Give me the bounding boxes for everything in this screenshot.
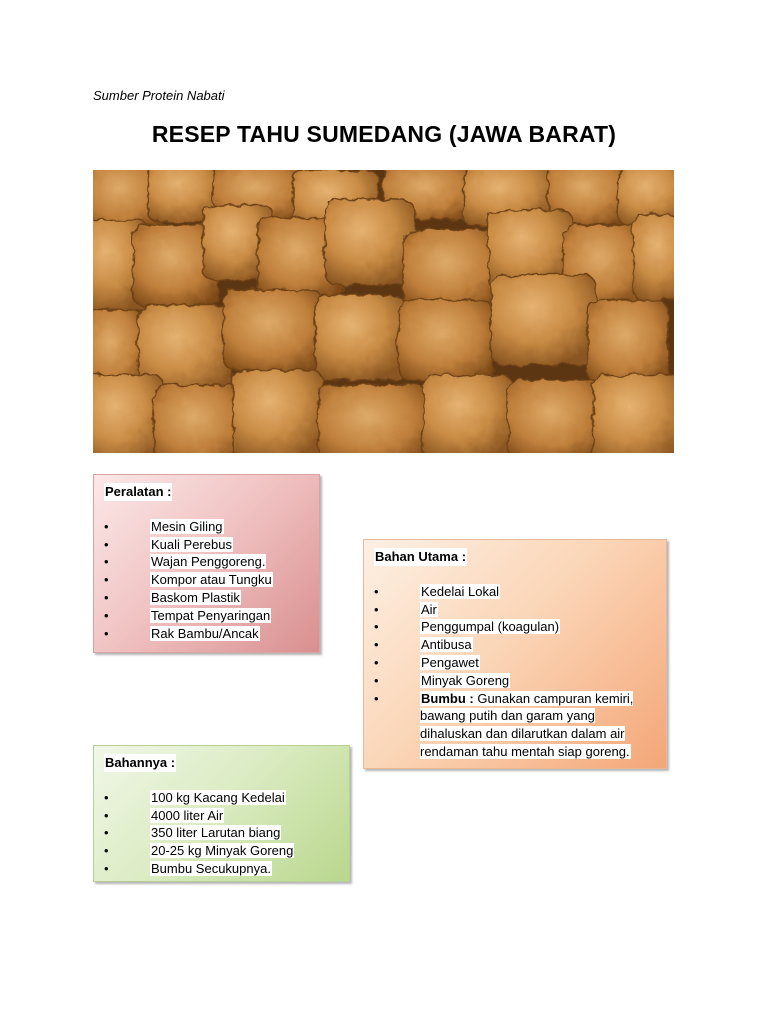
bullet-icon: • xyxy=(374,690,379,706)
bullet-icon: • xyxy=(374,654,379,670)
bullet-icon: • xyxy=(374,672,379,688)
fried-tofu-photo xyxy=(93,170,674,453)
bullet-icon: • xyxy=(104,607,109,623)
bullet-icon: • xyxy=(104,554,109,570)
list-item: • Mesin Giling xyxy=(104,518,223,534)
list-item: • Wajan Penggoreng. xyxy=(104,554,266,570)
list-item: • Antibusa xyxy=(374,637,472,653)
bumbu-text: Gunakan campuran kemiri, bawang putih dan garam yang dihaluskan dan dilarutkan dalam air rendaman tahu mentah siap goreng. xyxy=(420,690,634,759)
list-item: • Minyak Goreng xyxy=(374,672,510,688)
bahan-utama-list xyxy=(374,583,656,761)
bahannya-heading: Bahannya : xyxy=(105,755,176,770)
bullet-icon: • xyxy=(104,589,109,605)
bullet-icon: • xyxy=(104,536,109,552)
list-item: • Kuali Perebus xyxy=(104,536,232,552)
list-item: • 4000 liter Air xyxy=(104,807,224,823)
bullet-icon: • xyxy=(104,843,109,859)
bullet-icon: • xyxy=(104,625,109,641)
peralatan-heading: Peralatan : xyxy=(105,484,172,499)
bumbu-label: Bumbu : xyxy=(421,690,474,706)
bullet-icon: • xyxy=(104,572,109,588)
bullet-icon: • xyxy=(104,825,109,841)
list-item: • Baskom Plastik xyxy=(104,589,240,605)
bullet-icon: • xyxy=(374,637,379,653)
bullet-icon: • xyxy=(104,518,109,534)
bullet-icon: • xyxy=(104,860,109,876)
list-item: • Pengawet xyxy=(374,654,479,670)
list-item: • Penggumpal (koagulan) xyxy=(374,619,560,635)
bullet-icon: • xyxy=(374,601,379,617)
list-item: • Bumbu Secukupnya. xyxy=(104,860,271,876)
list-item: • Tempat Penyaringan xyxy=(104,607,271,623)
page-title: RESEP TAHU SUMEDANG (JAWA BARAT) xyxy=(151,121,617,147)
peralatan-list xyxy=(104,518,309,643)
bahan-utama-heading: Bahan Utama : xyxy=(375,549,467,564)
list-item-bumbu xyxy=(374,690,656,761)
bullet-icon: • xyxy=(104,789,109,805)
bahan-utama-box xyxy=(363,539,667,769)
bullet-icon: • xyxy=(374,583,379,599)
list-item: • Rak Bambu/Ancak xyxy=(104,625,259,641)
peralatan-box xyxy=(93,474,320,653)
list-item: • 100 kg Kacang Kedelai xyxy=(104,789,285,805)
list-item: • Air xyxy=(374,601,437,617)
bullet-icon: • xyxy=(374,619,379,635)
bullet-icon: • xyxy=(104,807,109,823)
list-item: • Kompor atau Tungku xyxy=(104,572,272,588)
bahannya-list xyxy=(104,789,339,878)
list-item: • 20-25 kg Minyak Goreng xyxy=(104,843,294,859)
bahannya-box xyxy=(93,745,350,882)
list-item: • Kedelai Lokal xyxy=(374,583,500,599)
header-note: Sumber Protein Nabati xyxy=(93,88,225,103)
list-item: • 350 liter Larutan biang xyxy=(104,825,281,841)
